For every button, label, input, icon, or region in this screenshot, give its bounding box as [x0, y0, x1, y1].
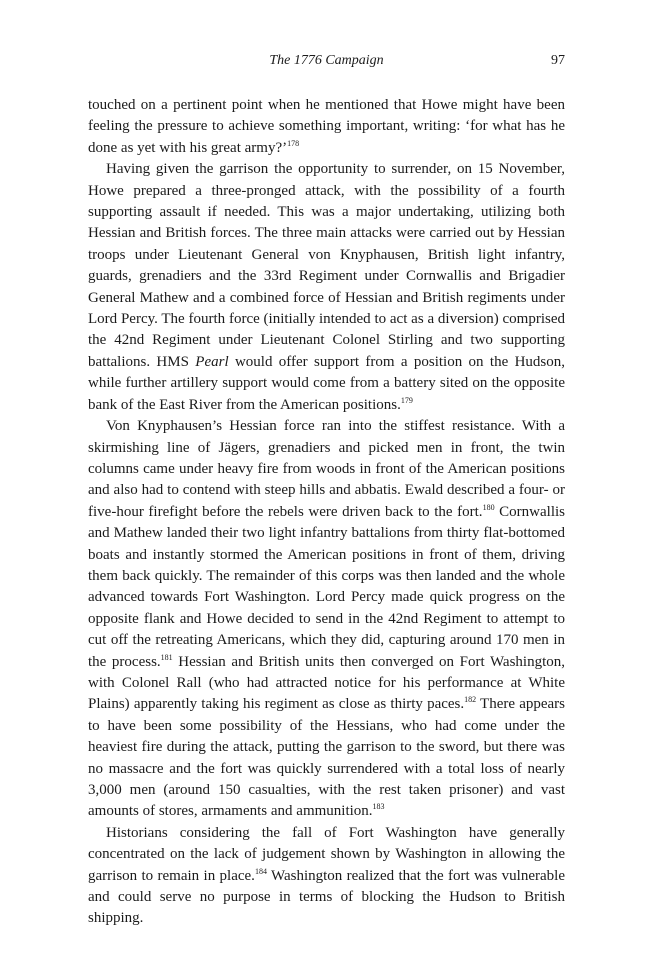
text-segment: Von Knyphausen’s Hessian force ran into the stiffest resistance. With a skirmishing line of Jägers, grenadiers and picked men in front, the twin columns came under heavy fire from woods in front of the American positions and also had to contend with steep hills and abbatis. Ewald described a four- or five-hour firefight before the rebels were driven back to the fort. — [88, 418, 565, 520]
footnote-ref-182: 182 — [464, 695, 477, 705]
text-segment: touched on a pertinent point when he mentioned that Howe might have been feeling the pressure to achieve something important, writing: ‘for what has he done as yet with his great army?’ — [88, 97, 565, 156]
running-title: The 1776 Campaign — [269, 53, 384, 68]
paragraph-2 — [88, 159, 565, 416]
footnote-ref-183: 183 — [372, 802, 385, 812]
text-segment: Hessian and British units then converged on Fort Washington, with Colonel Rall (who had attracted notice for his performance at White Plains) apparently taking his regiment as close as thirty paces. — [88, 653, 566, 713]
text-segment: There appears to have been some possibility of the Hessians, who had come under the heaviest fire during the attack, putting the garrison to the sword, but there was no massacre and the fort was quickly surrendered with a total loss of nearly 3,000 men (around 150 casualties, with the rest taken prisoner) and vast amounts of stores, armaments and ammunition. — [88, 696, 565, 820]
text-segment: Washington realized that the fort was vulnerable and could serve no purpose in terms of blocking the Hudson to British shipping. — [88, 867, 565, 927]
text-segment: would offer support from a position on the Hudson, while further artillery support would come from a battery sited on the opposite bank of the East River from the American positions. — [88, 353, 565, 413]
paragraph-1 — [88, 95, 565, 159]
text-segment: Cornwallis and Mathew landed their two light infantry battalions from thirty flat-bottomed boats and instantly stormed the American positions in front of them, driving them back quickly. The remainder of this corps was then landed and the whole advanced towards Fort Washington. Lord Percy made quick progress on the opposite flank and Howe decided to send in the 42nd Regiment to attempt to cut off the retreating Americans, which they did, capturing around 170 men in the process. — [88, 503, 565, 670]
paragraph-4 — [88, 823, 565, 930]
page-number: 97 — [551, 53, 565, 68]
paragraph-3 — [88, 416, 565, 823]
ship-name: Pearl — [195, 353, 229, 370]
text-segment: Historians considering the fall of Fort Washington have generally concentrated on the lack of judgement shown by Washington in allowing the garrison to remain in place. — [88, 824, 565, 884]
text-segment: Having given the garrison the opportunity to surrender, on 15 November, Howe prepared a three-pronged attack, with the possibility of a fourth supporting assault if needed. This was a major undertaking, utilizing both Hessian and British forces. The three main attacks were carried out by Hessian troops under Lieutenant General von Knyphausen, British light infantry, guards, grenadiers and the 33rd Regiment under Cornwallis and Brigadier General Mathew and a combined force of Hessian and British regiments under Lord Percy. The fourth force (initially intended to act as a diversion) comprised the 42nd Regiment under Lieutenant Colonel Stirling and two supporting battalions. HMS — [88, 161, 565, 370]
running-head — [88, 53, 565, 71]
footnote-ref-181: 181 — [160, 652, 173, 662]
footnote-ref-178: 178 — [287, 138, 300, 148]
footnote-ref-179: 179 — [400, 395, 413, 405]
footnote-ref-180: 180 — [482, 502, 495, 512]
footnote-ref-184: 184 — [254, 866, 267, 876]
body-text — [88, 95, 565, 930]
